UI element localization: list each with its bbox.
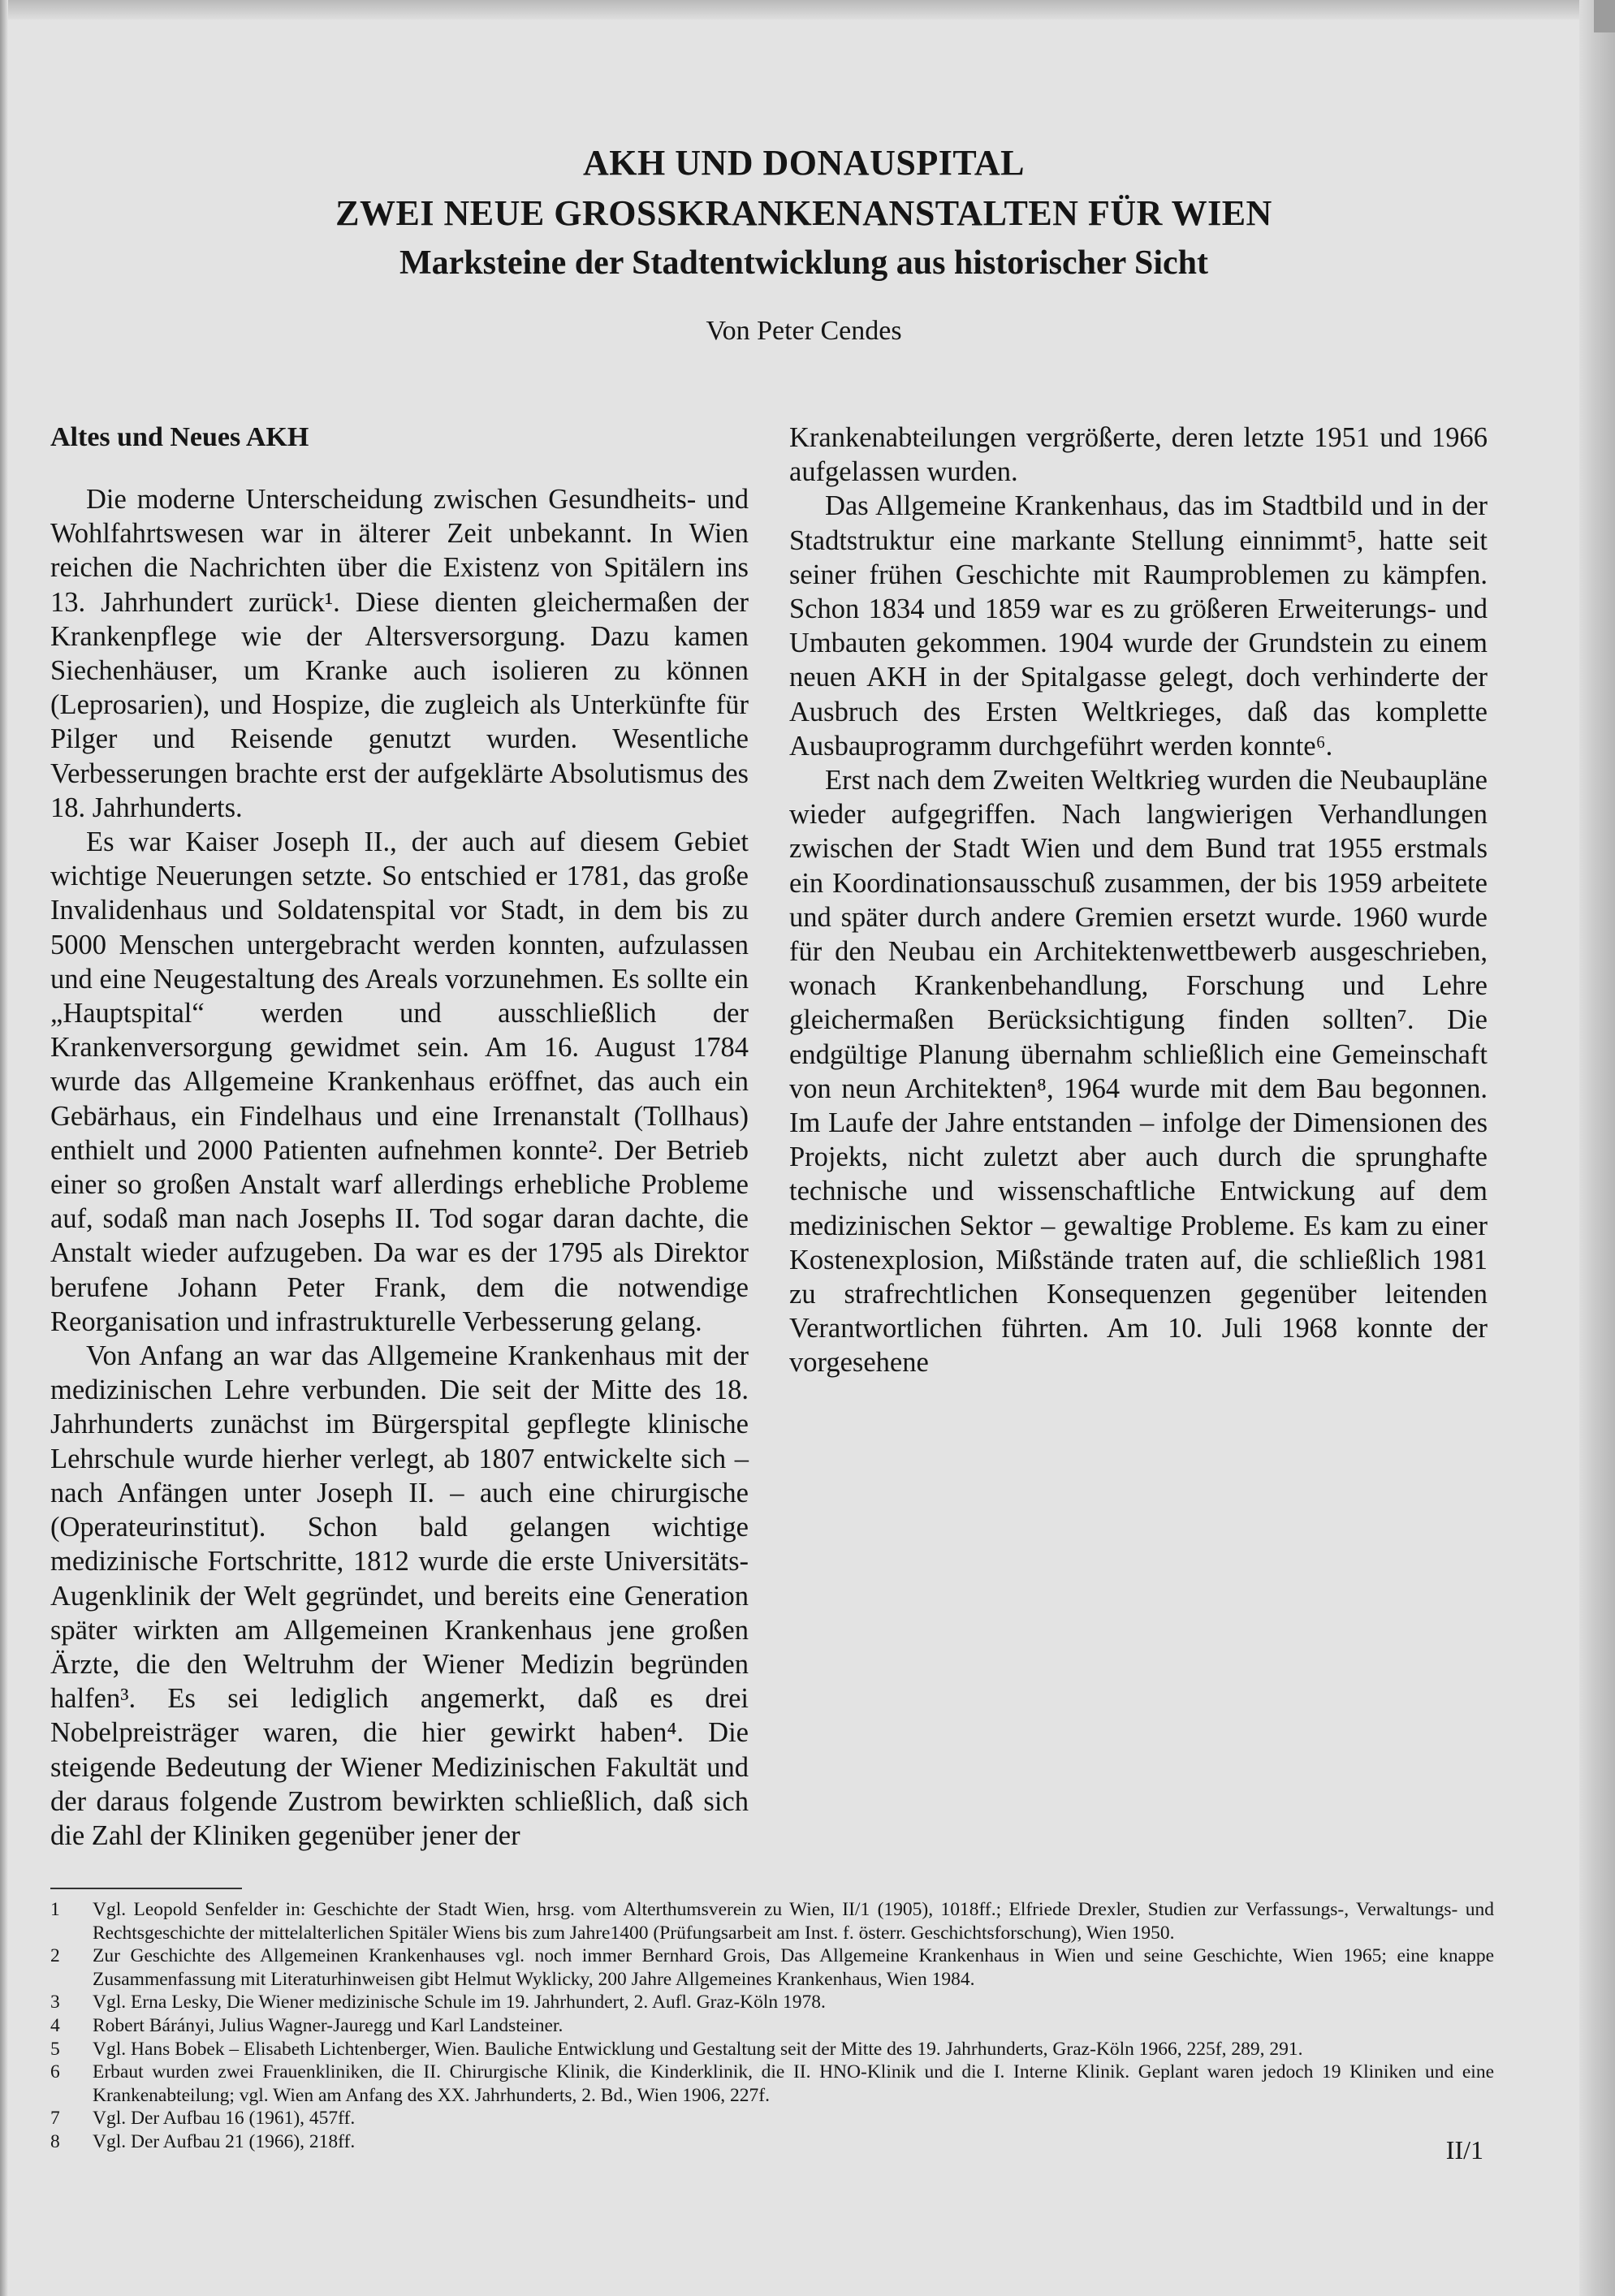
footnote [50, 2107, 1494, 2130]
paragraph-5: Erst nach dem Zweiten Weltkrieg wurden die Neubaupläne wieder aufgegriffen. Nach langwierigen Verhandlungen zwischen der Stadt Wien und dem Bund trat 1955 erstmals ein Koordinationsausschuß zusammen, der bis 1959 arbeitete und später durch andere Gremien ersetzt wurde. 1960 wurde für den Neubau ein Architektenwettbewerb ausgeschrieben, wonach Krankenbehandlung, Forschung und Lehre gleichermaßen Berücksichtigung finden sollten⁷. Die endgültige Planung übernahm schließlich eine Gemeinschaft von neun Architekten⁸, 1964 wurde mit dem Bau begonnen. Im Laufe der Jahre entstanden – infolge der Dimensionen des Projekts, nicht zuletzt aber auch durch die sprunghafte technische und wissenschaftliche Entwickung auf dem medizinischen Sektor – gewaltige Probleme. Es kam zu einer Kostenexplosion, Mißstände traten auf, die schließlich 1981 zu strafrechtlichen Konsequenzen gegenüber leitenden Verantwortlichen führten. Am 10. Juli 1968 konnte der vorgesehene [789, 765, 1488, 1379]
footnote-text: Vgl. Hans Bobek – Elisabeth Lichtenberger, Wien. Bauliche Entwicklung und Gestaltung seit der Mitte des 19. Jahrhunderts, Graz-Köln 1966, 225f, 289, 291. [93, 2038, 1303, 2060]
footnote [50, 2014, 1494, 2038]
footnote [50, 1991, 1494, 2014]
section-heading: Altes und Neues AKH [50, 422, 309, 452]
footnote-number: 3 [50, 1992, 60, 2013]
byline: Von Peter Cendes [706, 316, 902, 346]
title-line-1: AKH UND DONAUSPITAL [582, 143, 1026, 183]
footnote-text: Vgl. Leopold Senfelder in: Geschichte der Stadt Wien, hrsg. vom Alterthumsverein zu Wien, II/1 (1905), 1018ff.; Elfriede Drexler, Studien zur Verfassungs-, Verwaltungs- und Rechtsgeschichte der mittelalterlichen Spitäler Wiens bis zum Jahre1400 (Prüfungsarbeit am Inst. f. österr. Geschichtsforschung), Wien 1950. [93, 1899, 1494, 1944]
footnotes [50, 1898, 1494, 2154]
footnote-number: 8 [50, 2130, 60, 2152]
scan-edge-left [0, 0, 8, 2296]
footnote-number: 7 [50, 2108, 60, 2130]
footnote-text: Vgl. Der Aufbau 21 (1966), 218ff. [93, 2130, 356, 2152]
paragraph-3-continued: Krankenabteilungen vergrößerte, deren letzte 1951 und 1966 aufgelassen wurden. [789, 422, 1488, 488]
title-line-2: ZWEI NEUE GROSSKRANKENANSTALTEN FÜR WIEN [335, 193, 1272, 233]
footnote-rule [50, 1888, 242, 1889]
footnote-text: Vgl. Erna Lesky, Die Wiener medizinische Schule im 19. Jahrhundert, 2. Aufl. Graz-Köln 1978. [93, 1992, 826, 2013]
footnote-number: 1 [50, 1899, 60, 1920]
footnote-text: Robert Bárányi, Julius Wagner-Jauregg und Karl Landsteiner. [93, 2014, 564, 2036]
footnote [50, 2061, 1494, 2107]
paragraph-3: Von Anfang an war das Allgemeine Krankenhaus mit der medizinischen Lehre verbunden. Die seit der Mitte des 18. Jahrhunderts zunächst im Bürgerspital gepflegte klinische Lehrschule wurde hierher verlegt, ab 1807 entwickelte sich – nach Anfängen unter Joseph II. – auch eine chirurgische (Operateurinstitut). Schon bald gelangen wichtige medizinische Fortschritte, 1812 wurde die erste Universitäts-Augenklinik der Welt gegründet, und bereits eine Generation später wirkten am Allgemeinen Krankenhaus jene großen Ärzte, die den Weltruhm der Wiener Medizin begründen halfen³. Es sei lediglich angemerkt, daß es drei Nobelpreisträger waren, die hier gewirkt haben⁴. Die steigende Bedeutung der Wiener Medizinischen Fakultät und der daraus folgende Zustrom bewirkten schließlich, daß sich die Zahl der Kliniken gegenüber jener der [50, 1340, 749, 1851]
paragraph-2: Es war Kaiser Joseph II., der auch auf diesem Gebiet wichtige Neuerungen setzte. So entschied er 1781, das große Invalidenhaus und Soldatenspital vor Stadt, in dem bis zu 5000 Menschen untergebracht werden konnten, aufzulassen und eine Neugestaltung des Areals vorzunehmen. Es sollte ein „Hauptspital“ werden und ausschließlich der Krankenversorgung gewidmet sein. Am 16. August 1784 wurde das Allgemeine Krankenhaus eröffnet, das auch ein Gebärhaus, ein Findelhaus und eine Irrenanstalt (Tollhaus) enthielt und 2000 Patienten aufnehmen konnte². Der Betrieb einer so großen Anstalt warf allerdings erhebliche Probleme auf, sodaß man nach Josephs II. Tod sogar daran dachte, die Anstalt wieder aufzugeben. Da war es der 1795 als Direktor berufene Johann Peter Frank, dem die notwendige Reorganisation und infrastrukturelle Verbesserung gelang. [50, 826, 749, 1337]
article-header [81, 138, 1526, 351]
footnote-text: Vgl. Der Aufbau 16 (1961), 457ff. [93, 2108, 356, 2130]
footnote-number: 5 [50, 2038, 60, 2060]
footnote-text: Zur Geschichte des Allgemeinen Krankenhauses vgl. noch immer Bernhard Grois, Das Allgemeine Krankenhaus in Wien und seine Geschichte, Wien 1965; eine knappe Zusammenfassung mit Literaturhinweisen gibt Helmut Wyklicky, 200 Jahre Allgemeines Krankenhaus, Wien 1984. [93, 1945, 1494, 1990]
footnote-text: Erbaut wurden zwei Frauenkliniken, die II. Chirurgische Klinik, die Kinderklinik, die II. HNO-Klinik und die I. Interne Klinik. Geplant waren jedoch 19 Kliniken und eine Krankenabteilung; vgl. Wien am Anfang des XX. Jahrhunderts, 2. Bd., Wien 1906, 227f. [93, 2061, 1494, 2106]
footnote [50, 1898, 1494, 1944]
footnote-number: 2 [50, 1945, 60, 1967]
column-left [50, 421, 749, 1853]
footnote [50, 2038, 1494, 2061]
footnote-number: 6 [50, 2061, 60, 2083]
page-number: II/1 [1445, 2135, 1483, 2164]
paragraph-4: Das Allgemeine Krankenhaus, das im Stadtbild und in der Stadtstruktur eine markante Stellung einnimmt⁵, hatte seit seiner frühen Geschichte mit Raumproblemen zu kämpfen. Schon 1834 und 1859 war es zu größeren Erweiterungs- und Umbauten gekommen. 1904 wurde der Grundstein zu einem neuen AKH in der Spitalgasse gelegt, doch verhinderte der Ausbruch des Ersten Weltkrieges, daß das komplette Ausbauprogramm durchgeführt werden konnte⁶. [789, 490, 1488, 762]
paragraph-1: Die moderne Unterscheidung zwischen Gesundheits- und Wohlfahrtswesen war in älterer Zeit unbekannt. In Wien reichen die Nachrichten über die Existenz von Spitälern ins 13. Jahrhundert zurück¹. Diese dienten gleichermaßen der Krankenpflege wie der Altersversorgung. Dazu kamen Siechenhäuser, um Kranke auch isolieren zu können (Leprosarien), und Hospize, die zugleich als Unterkünfte für Pilger und Reisende genutzt wurden. Wesentliche Verbesserungen brachte erst der aufgeklärte Absolutismus des 18. Jahrhunderts. [50, 484, 749, 823]
subtitle: Marksteine der Stadtentwicklung aus historischer Sicht [399, 244, 1208, 282]
column-right [789, 421, 1488, 1380]
footnote [50, 2130, 1494, 2154]
scan-corner-tab [1594, 0, 1615, 32]
scan-edge-right [1579, 0, 1615, 2296]
scan-edge-top [0, 0, 1615, 19]
footnote-number: 4 [50, 2014, 60, 2036]
footnote [50, 1944, 1494, 1991]
